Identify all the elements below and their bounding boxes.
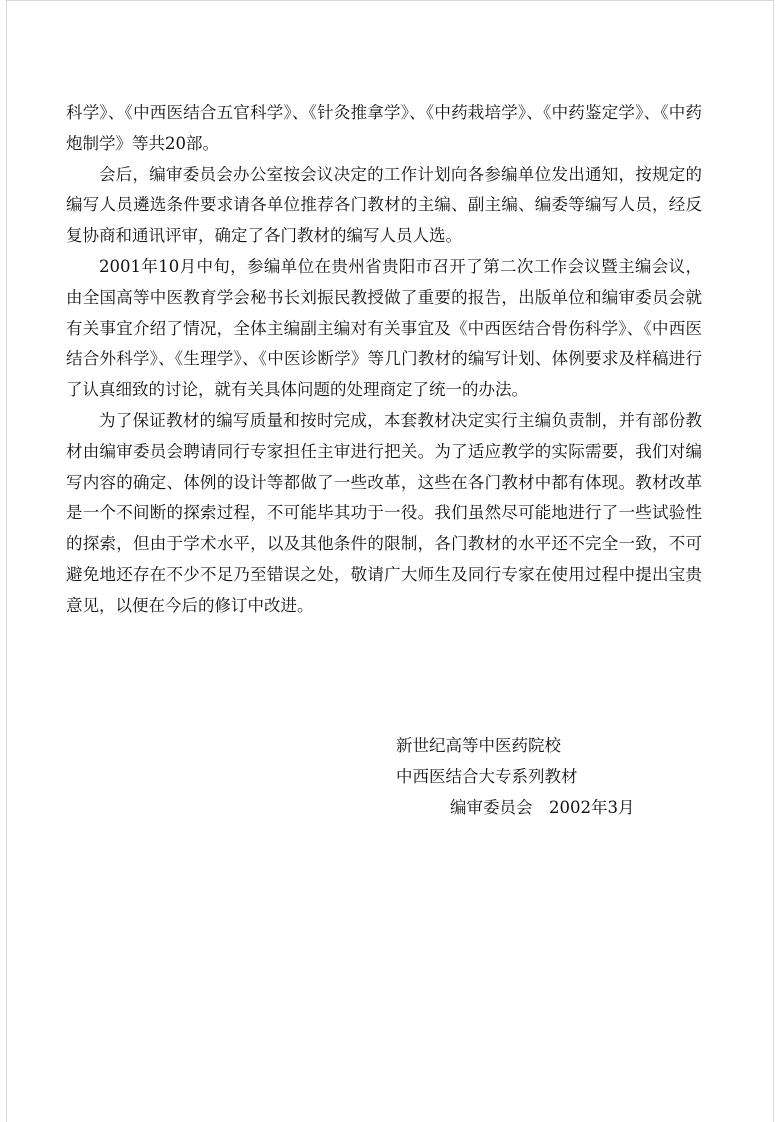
paragraph-continuation: 科学》、《中西医结合五官科学》、《针灸推拿学》、《中药栽培学》、《中药鉴定学》、《中药炮制学》等共20部。 (66, 103, 702, 153)
page-border-left (6, 0, 7, 1122)
signature-series: 中西医结合大专系列教材 (396, 767, 578, 786)
signature-committee-date: 编审委员会 2002年3月 (450, 798, 635, 817)
page-border-right (773, 0, 774, 1122)
signature-institution: 新世纪高等中医药院校 (396, 736, 561, 755)
paragraph-quality-assurance: 为了保证教材的编写质量和按时完成，本套教材决定实行主编负责制，并有部份教材由编审委员会聘请同行专家担任主审进行把关。为了适应教学的实际需要，我们对编写内容的确定、体例的设计等都做了一些改革，这些在各门教材中都有体现。教材改革是一个不间断的探索过程，不可能毕其功于一役。我们虽然尽可能地进行了一些试验性的探索，但由于学术水平，以及其他条件的限制，各门教材的水平还不完全一致，不可避免地还存在不少不足乃至错误之处，敬请广大师生及同行专家在使用过程中提出宝贵意见，以便在今后的修订中改进。 (66, 410, 702, 615)
page-border-top (6, 0, 774, 1)
paragraph-second-meeting: 2001年10月中旬，参编单位在贵州省贵阳市召开了第二次工作会议暨主编会议，由全国高等中医教育学会秘书长刘振民教授做了重要的报告，出版单位和编审委员会就有关事宜介绍了情况，全体主编副主编对有关事宜及《中西医结合骨伤科学》、《中西医结合外科学》、《生理学》、《中医诊断学》等几门教材的编写计划、体例要求及样稿进行了认真细致的讨论，就有关具体问题的处理商定了统一的办法。 (66, 256, 702, 400)
document-body (66, 98, 702, 622)
paragraph-selection-of-editors: 会后，编审委员会办公室按会议决定的工作计划向各参编单位发出通知，按规定的编写人员遴选条件要求请各单位推荐各门教材的主编、副主编、编委等编写人员，经反复协商和通讯评审，确定了各门教材的编写人员人选。 (66, 164, 702, 246)
